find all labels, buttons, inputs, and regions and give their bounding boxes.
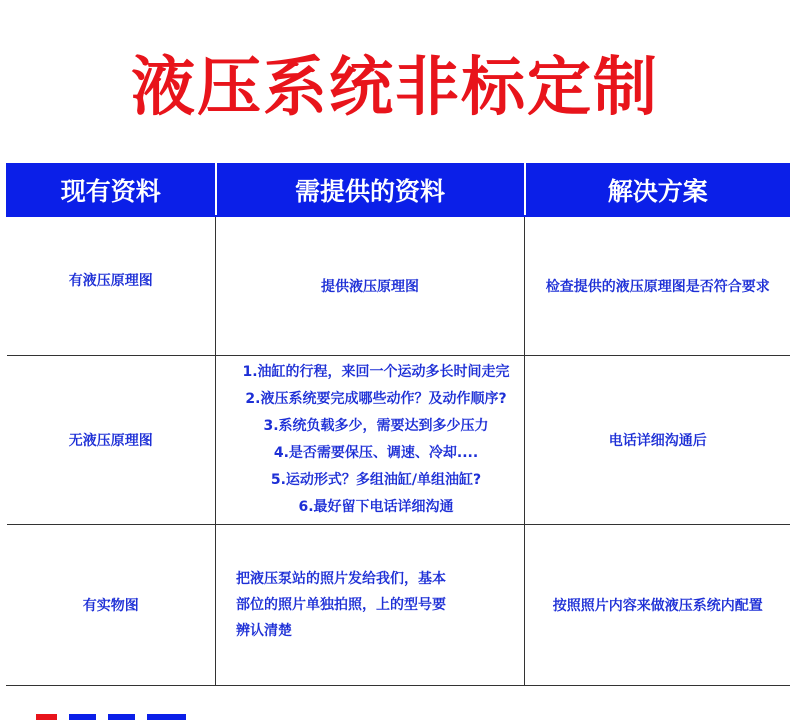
header-existing-info: 现有资料	[7, 164, 216, 216]
header-solution: 解决方案	[525, 164, 790, 216]
table-header-row	[7, 164, 790, 216]
required-steps-list	[216, 359, 524, 521]
list-item: 5.运动形式？多组油缸/单组油缸?	[270, 472, 482, 488]
list-item: 2.液压系统要完成哪些动作？及动作顺序?	[245, 391, 507, 407]
existing-label: 有实物图	[82, 598, 139, 614]
table-row	[7, 525, 790, 686]
required-line: 辨认清楚	[236, 623, 292, 639]
required-text	[216, 566, 524, 644]
page-title: 液压系统非标定制	[131, 50, 659, 125]
cell-solution	[525, 216, 790, 356]
required-line: 部位的照片单独拍照，上的型号要	[236, 597, 446, 613]
cell-solution	[525, 356, 790, 525]
existing-label: 无液压原理图	[68, 433, 153, 449]
cell-required	[216, 356, 525, 525]
solution-text: 检查提供的液压原理图是否符合要求	[545, 279, 770, 295]
solution-text: 电话详细沟通后	[608, 433, 707, 449]
cell-required	[216, 525, 525, 686]
existing-label: 有液压原理图	[68, 273, 153, 289]
custom-hydraulic-table	[6, 163, 790, 686]
cell-solution	[525, 525, 790, 686]
list-item: 6.最好留下电话详细沟通	[298, 499, 454, 515]
list-item: 3.系统负载多少，需要达到多少压力	[263, 418, 489, 434]
required-line: 提供液压原理图	[321, 279, 419, 295]
header-required-info: 需提供的资料	[216, 164, 525, 216]
cell-existing	[7, 525, 216, 686]
divider	[6, 685, 790, 686]
list-item: 1.油缸的行程，来回一个运动多长时间走完	[242, 364, 510, 380]
solution-text: 按照照片内容来做液压系统内配置	[552, 598, 763, 614]
table-row	[7, 356, 790, 525]
cell-required	[216, 216, 525, 356]
required-line: 把液压泵站的照片发给我们，基本	[236, 571, 446, 587]
table-row	[7, 216, 790, 356]
cell-existing	[7, 216, 216, 356]
list-item: 4.是否需要保压、调速、冷却....	[273, 445, 479, 461]
cell-existing	[7, 356, 216, 525]
brand-logo-strip	[36, 714, 186, 720]
